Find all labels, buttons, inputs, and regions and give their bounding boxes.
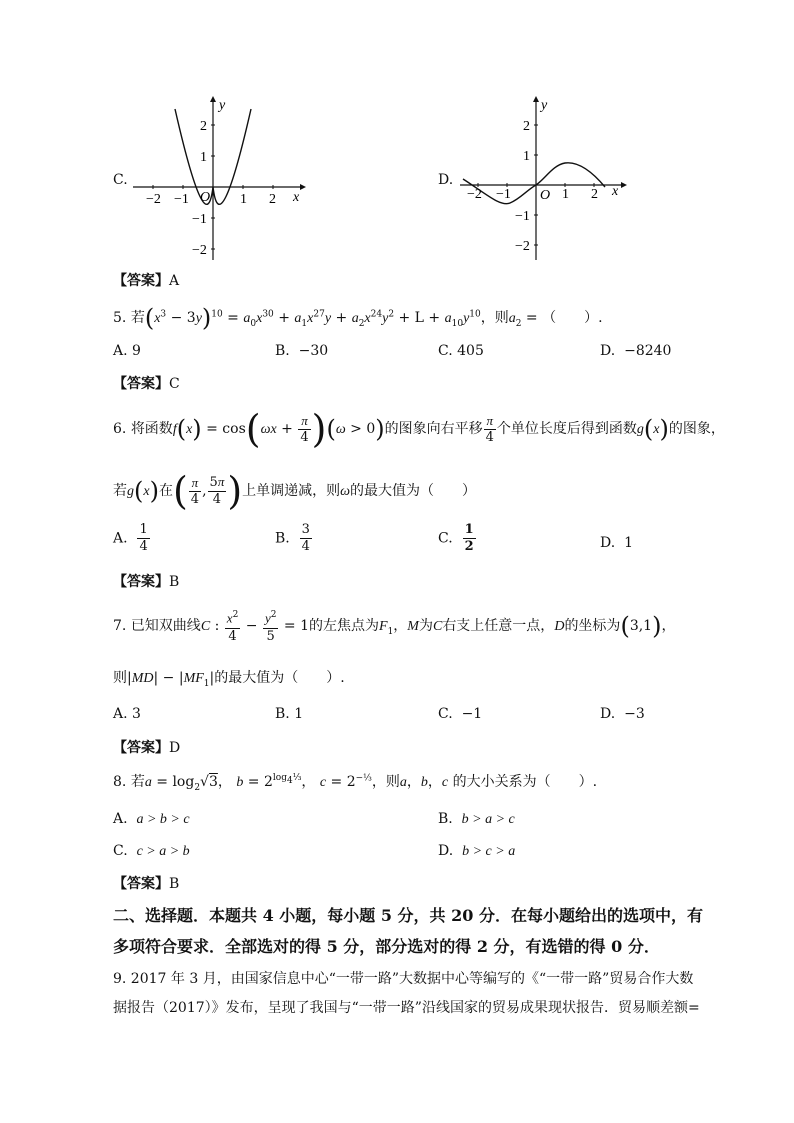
question-6-line1: 6. 将函数f(x) = cos(ωx + $\frac{\pi}{4}$ )(ω > 0)的图象向右平移 $\frac{\pi}{4}$ 个单位长度后得到函数g(x)的图象， (113, 407, 725, 451)
x-tick: 2 (591, 187, 598, 202)
x-axis-label: x (612, 184, 619, 199)
x-tick: 1 (562, 187, 569, 202)
x-tick: −2 (467, 187, 482, 202)
q6-option-b[interactable]: B. $\frac{3}{4}$ (275, 522, 310, 554)
x-tick: −1 (496, 187, 511, 202)
x-tick: −1 (174, 192, 189, 207)
q8-option-b[interactable]: B. b > a > c (438, 811, 515, 827)
question-9-line1: 9. 2017 年 3 月，由国家信息中心“一带一路”大数据中心等编写的《“一带一路”贸易合作大数 (113, 971, 694, 987)
section-2-heading-line2: 多项符合要求．全部选对的得 5 分，部分选对的得 2 分，有选错的得 0 分． (113, 937, 660, 956)
question-7-line2: 则$|MD| - |MF_1|$的最大值为（ ）. (113, 670, 345, 689)
q5-option-c[interactable]: C. 405 (438, 343, 484, 359)
option-c-label: C. (113, 172, 128, 188)
y-tick: 2 (523, 119, 530, 134)
question-9-line2: 据报告（2017）》发布，呈现了我国与“一带一路”沿线国家的贸易成果现状报告．贸易顺差额= (113, 1000, 700, 1016)
q8-option-d[interactable]: D. b > c > a (438, 843, 516, 859)
answer-q5: 【答案】C (113, 376, 180, 392)
question-8: 8. 若$a = \log_2√3$， $b = 2^{log_4\frac{1}{3}}$， $c = 2^{-\frac{1}{3}}$，则a，b，c 的大小关系为（ ）. (113, 773, 598, 793)
y-axis-label: y (541, 98, 548, 113)
answer-key-label: 【答案】 (113, 273, 169, 289)
q7-option-a[interactable]: A. 3 (113, 706, 141, 722)
answer-q7: 【答案】D (113, 740, 181, 756)
q5-option-d[interactable]: D. −8240 (600, 343, 672, 359)
y-tick: −1 (192, 212, 207, 227)
graph-d (455, 95, 635, 265)
y-tick: 1 (523, 149, 530, 164)
q7-option-c[interactable]: C. −1 (438, 706, 483, 722)
q7-option-d[interactable]: D. −3 (600, 706, 645, 722)
y-tick: 1 (200, 150, 207, 165)
x-tick: −2 (146, 192, 161, 207)
question-5: 5. 若$(x^3 - 3y)^{10} = a_0x^{30} + a_1x^{27}y + a_2x^{24}y^2 + L + a_{10}y^{10}$，则$a_2$ = （ ）. (113, 304, 603, 332)
q6-option-a[interactable]: A. $\frac{1}{4}$ (113, 522, 148, 554)
x-tick: 1 (240, 192, 247, 207)
answer-q6: 【答案】B (113, 574, 180, 590)
q8-option-c[interactable]: C. c > a > b (113, 843, 190, 859)
y-axis-label: y (219, 98, 226, 113)
y-tick: −2 (192, 243, 207, 258)
graph-c (128, 95, 308, 265)
q8-option-a[interactable]: A. a > b > c (113, 811, 190, 827)
y-tick: −2 (515, 239, 530, 254)
answer-q8: 【答案】B (113, 876, 180, 892)
origin-label: O (540, 188, 551, 203)
question-7-line1: 7. 已知双曲线C : $\frac{x^2}{4}$ − $\frac{y^2}{5}$ = 1的左焦点为$F_1$，M为C右支上任意一点，D的坐标为(3,1)， (113, 605, 675, 653)
q7-option-b[interactable]: B. 1 (275, 706, 304, 722)
answer-q4 (113, 270, 179, 290)
y-tick: −1 (515, 209, 530, 224)
answer-value: A (169, 273, 180, 289)
section-2-heading-line1: 二、选择题．本题共 4 小题，每小题 5 分，共 20 分．在每小题给出的选项中，有 (113, 906, 703, 925)
q5-option-b[interactable]: B. −30 (275, 343, 329, 359)
curve-d (463, 163, 605, 204)
x-axis-label: x (293, 190, 300, 205)
q6-option-c[interactable]: C. $\frac{1}{2}$ (438, 522, 474, 554)
origin-label: O (200, 190, 211, 205)
q5-option-a[interactable]: A. 9 (113, 343, 141, 359)
question-6-line2: 若g(x)在( $\frac{\pi}{4}$ , $\frac{5\pi}{4}$ )上单调递减，则ω的最大值为（ ） (113, 469, 477, 513)
y-tick: 2 (200, 119, 207, 134)
q6-option-d[interactable]: D. 1 (600, 535, 634, 551)
option-d-label: D. (438, 172, 454, 188)
x-tick: 2 (269, 192, 276, 207)
